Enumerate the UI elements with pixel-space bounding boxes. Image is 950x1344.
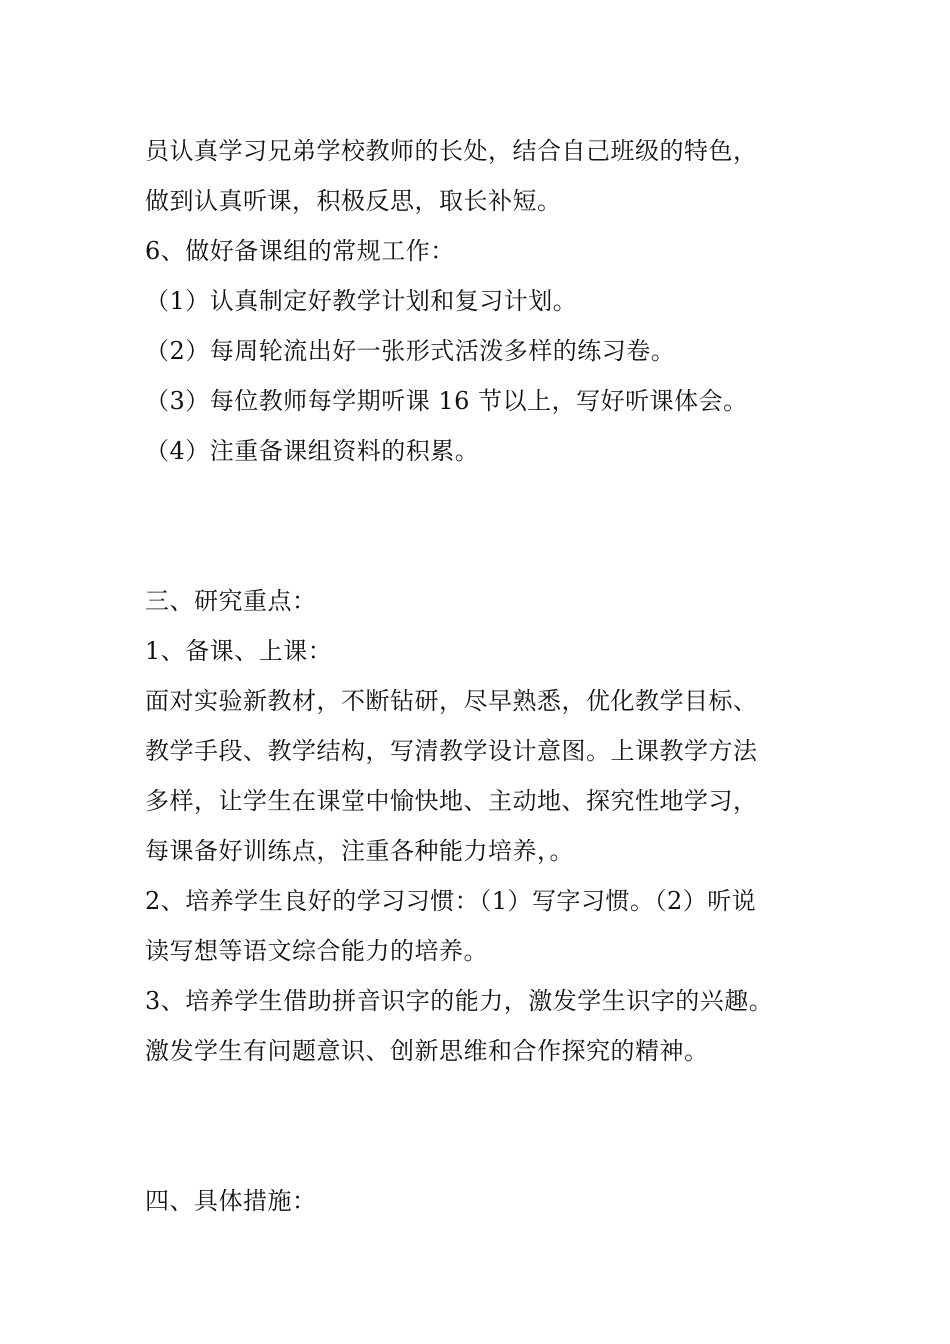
- text-line-11: 教学手段、教学结构，写清教学设计意图。上课教学方法: [145, 737, 758, 765]
- list-item-2: （2）每周轮流出好一张形式活泼多样的练习卷。: [145, 337, 676, 365]
- subheading-1: 1、备课、上课：: [145, 637, 333, 665]
- subheading-2: 2、培养学生良好的学习习惯：（1）写字习惯。（2）听说: [145, 887, 757, 915]
- list-item-3: （3）每位教师每学期听课 16 节以上，写好听课体会。: [145, 387, 748, 415]
- list-item-1: （1）认真制定好教学计划和复习计划。: [145, 287, 578, 315]
- text-line-2: 做到认真听课，积极反思，取长补短。: [145, 187, 562, 215]
- text-line-1: 员认真学习兄弟学校教师的长处，结合自己班级的特色，: [145, 137, 758, 165]
- subheading-3: 3、培养学生借助拼音识字的能力，激发学生识字的兴趣。: [145, 987, 774, 1015]
- section-heading-4: 四、具体措施：: [145, 1187, 317, 1215]
- list-heading-6: 6、做好备课组的常规工作：: [145, 237, 455, 265]
- text-line-15: 读写想等语文综合能力的培养。: [145, 937, 488, 965]
- section-heading-3: 三、研究重点：: [145, 587, 317, 615]
- text-line-10: 面对实验新教材，不断钻研，尽早熟悉，优化教学目标、: [145, 687, 758, 715]
- text-line-13: 每课备好训练点，注重各种能力培养，。: [145, 837, 574, 865]
- text-line-12: 多样，让学生在课堂中愉快地、主动地、探究性地学习，: [145, 787, 758, 815]
- text-line-17: 激发学生有问题意识、创新思维和合作探究的精神。: [145, 1037, 709, 1065]
- list-item-4: （4）注重备课组资料的积累。: [145, 437, 480, 465]
